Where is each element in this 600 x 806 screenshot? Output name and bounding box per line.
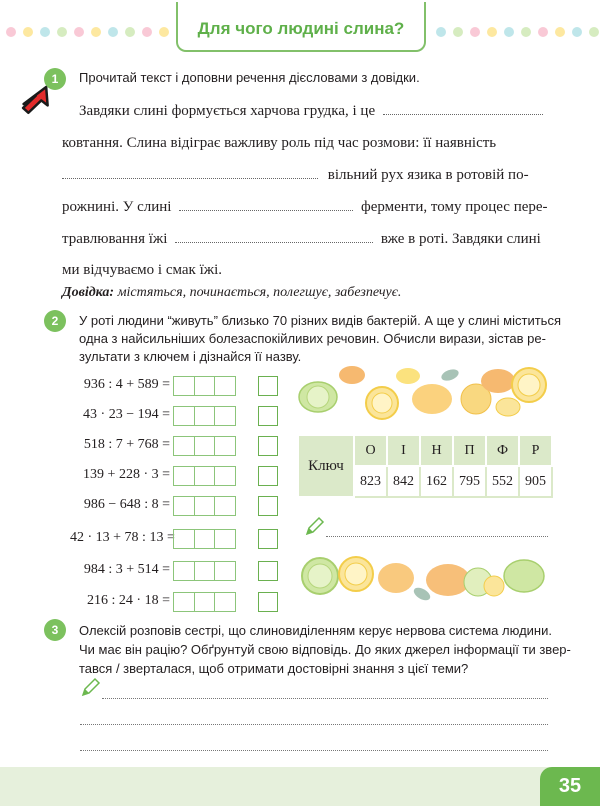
task1-line-2 [62, 135, 496, 152]
text-fragment: вільний рух язика в ротовій по- [327, 167, 529, 183]
task1-instruction: Прочитай текст і доповни речення дієсловами з довідки. [79, 70, 420, 85]
task3-number: 3 [44, 619, 66, 641]
task1-line-6 [62, 262, 222, 279]
pencil-icon [304, 515, 326, 537]
key-number: 823 [354, 466, 387, 497]
expression: 986 − 648 : 8 = [83, 497, 170, 512]
letter-box[interactable] [258, 466, 278, 486]
task2-instruction-1: У роті людини “живуть” близько 70 різних видів бактерій. А ще у слині міститься [79, 313, 561, 328]
key-letter: О [354, 435, 387, 466]
task2-number: 2 [44, 310, 66, 332]
task1-line-4 [62, 199, 548, 216]
blank-field[interactable] [383, 103, 543, 115]
hint-label: Довідка: [62, 285, 115, 300]
blank-field[interactable] [179, 199, 353, 211]
task3-instruction-1: Олексій розповів сестрі, що слиновиділенням керує нервова система людини. [79, 623, 552, 638]
task2-instruction-2: одна з найсильніших болезаспокійливих речовин. Обчисли вирази, зістав ре- [79, 331, 546, 346]
key-letter: П [453, 435, 486, 466]
footer-bar [0, 767, 600, 806]
expression: 216 : 24 · 18 = [87, 593, 170, 608]
task1-line-3 [62, 167, 529, 184]
text-fragment: вже в роті. Завдяки слині [380, 231, 541, 247]
letter-box[interactable] [258, 529, 278, 549]
letter-box[interactable] [258, 376, 278, 396]
page-title: Для чого людині слина? [197, 19, 405, 38]
expression: 43 · 23 − 194 = [83, 407, 170, 422]
key-number: 905 [519, 466, 552, 497]
pencil-icon [80, 676, 102, 698]
blank-field[interactable] [175, 231, 373, 243]
blank-field[interactable] [62, 167, 318, 179]
task2-instruction-3: зультати з ключем і дізнайся її назву. [79, 349, 302, 364]
answer-line[interactable] [80, 724, 548, 725]
key-number: 842 [387, 466, 420, 497]
citrus-illustration-top [298, 363, 550, 423]
answer-boxes[interactable] [173, 436, 236, 456]
letter-box[interactable] [258, 496, 278, 516]
top-dots-right [430, 27, 600, 39]
answer-boxes[interactable] [173, 466, 236, 486]
text-fragment: рожнині. У слині [62, 199, 172, 215]
title-box [176, 2, 426, 52]
letter-box[interactable] [258, 561, 278, 581]
task1-line-1 [79, 103, 543, 120]
text-fragment: ферменти, тому процес пере- [360, 199, 548, 215]
key-letter: І [387, 435, 420, 466]
key-letter: Н [420, 435, 453, 466]
task1-number: 1 [44, 68, 66, 90]
text-fragment: травлювання їжі [62, 231, 168, 247]
letter-box[interactable] [258, 406, 278, 426]
letter-box[interactable] [258, 436, 278, 456]
answer-boxes[interactable] [173, 592, 236, 612]
key-label: Ключ [298, 435, 354, 497]
answer-boxes[interactable] [173, 529, 236, 549]
answer-line[interactable] [102, 698, 548, 699]
answer-boxes[interactable] [173, 496, 236, 516]
answer-line[interactable] [326, 536, 548, 537]
expression: 984 : 3 + 514 = [83, 562, 170, 577]
key-number: 162 [420, 466, 453, 497]
key-number: 795 [453, 466, 486, 497]
letter-box[interactable] [258, 592, 278, 612]
answer-boxes[interactable] [173, 561, 236, 581]
text-fragment: ми відчуваємо і смак їжі. [62, 262, 223, 278]
answer-boxes[interactable] [173, 376, 236, 396]
answer-line[interactable] [80, 750, 548, 751]
answer-boxes[interactable] [173, 406, 236, 426]
key-letter: Ф [486, 435, 519, 466]
task3-instruction-3: тався / зверталася, щоб отримати достовірні знання з цієї теми? [79, 661, 469, 676]
expression: 42 · 13 + 78 : 13 = [70, 530, 175, 545]
page-number: 35 [540, 767, 600, 806]
text-fragment: Завдяки слині формується харчова грудка, і це [79, 103, 376, 119]
text-fragment: ковтання. Слина відіграє важливу роль під час розмови: її наявність [62, 135, 497, 151]
key-table [297, 434, 553, 498]
expression: 139 + 228 · 3 = [83, 467, 170, 482]
expression: 936 : 4 + 589 = [83, 377, 170, 392]
key-number: 552 [486, 466, 519, 497]
hint-line [62, 285, 401, 301]
key-letter: Р [519, 435, 552, 466]
hint-words: містяться, починається, полегшує, забезпечує. [117, 285, 402, 300]
expression: 518 : 7 + 768 = [83, 437, 170, 452]
task3-instruction-2: Чи має він рацію? Обґрунтуй свою відповідь. До яких джерел інформації ти звер- [79, 642, 571, 657]
task1-line-5 [62, 231, 541, 248]
top-dots-left [0, 27, 170, 39]
citrus-illustration-bottom [298, 552, 550, 608]
